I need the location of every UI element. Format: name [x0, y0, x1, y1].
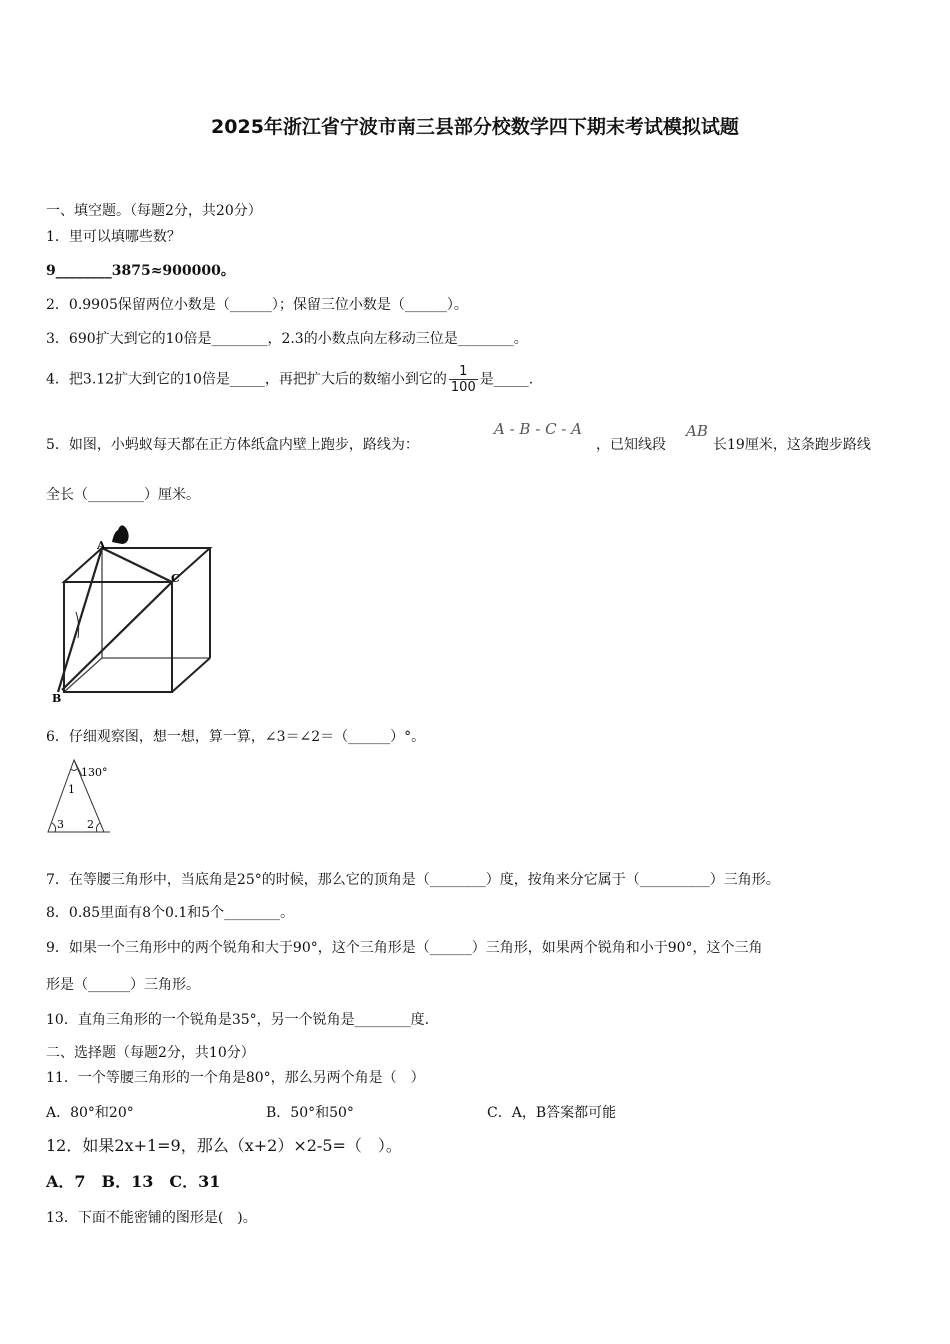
vertex-b-label: B — [52, 692, 62, 705]
question-12-options: A．7 B．13 C．31 — [46, 1172, 221, 1191]
question-5-tail: 长19厘米，这条跑步路线 — [713, 437, 871, 453]
section-1-heading: 一、填空题。（每题2分，共20分） — [46, 203, 262, 219]
section-2-heading: 二、选择题（每题2分，共10分） — [46, 1045, 255, 1061]
question-5-line-2: 全长（________）厘米。 — [46, 487, 200, 503]
question-9-line-1: 9．如果一个三角形中的两个锐角和大于90°，这个三角形是（______）三角形，如果两个锐角和小于90°，这个三角 — [46, 940, 763, 956]
question-11-option-b: B．50°和50° — [266, 1105, 354, 1121]
ant-icon — [112, 525, 129, 544]
question-4 — [46, 364, 533, 395]
question-11-option-c: C．A，B答案都可能 — [487, 1105, 617, 1121]
question-5-mid: ，已知线段 — [596, 437, 666, 453]
angle-3-label: 3 — [57, 818, 64, 831]
vertex-c-label: C — [171, 572, 180, 585]
question-12: 12．如果2x+1=9，那么（x+2）×2-5=（ ）。 — [46, 1136, 402, 1155]
question-11: 11．一个等腰三角形的一个角是80°，那么另两个角是（ ） — [46, 1070, 425, 1086]
question-11-option-a: A．80°和20° — [46, 1105, 134, 1121]
vertex-a-label: A — [97, 539, 106, 552]
question-2: 2．0.9905保留两位小数是（______）；保留三位小数是（______）。 — [46, 297, 468, 313]
question-1: 1．里可以填哪些数？ — [46, 229, 181, 245]
question-7: 7．在等腰三角形中，当底角是25°的时候，那么它的顶角是（________）度，按角来分它属于（__________）三角形。 — [46, 872, 780, 888]
route-formula: A - B - C - A — [494, 420, 582, 438]
angle-2-label: 2 — [87, 818, 94, 831]
question-5-text: 5．如图，小蚂蚁每天都在正方体纸盒内壁上跑步，路线为： — [46, 437, 419, 453]
question-4-text: 4．把3.12扩大到它的10倍是_____，再把扩大后的数缩小到它的 — [46, 371, 447, 388]
question-13: 13．下面不能密铺的图形是( )。 — [46, 1210, 257, 1226]
question-9-line-2: 形是（______）三角形。 — [46, 977, 200, 993]
angle-1-label: 1 — [68, 783, 75, 796]
question-3: 3．690扩大到它的10倍是________，2.3的小数点向左移动三位是________。 — [46, 331, 528, 347]
fraction-denominator: 100 — [450, 380, 476, 395]
question-6: 6．仔细观察图，想一想，算一算，∠3＝∠2＝（______）°。 — [46, 729, 426, 745]
fraction-numerator: 1 — [449, 364, 478, 380]
question-10: 10．直角三角形的一个锐角是35°，另一个锐角是________度. — [46, 1012, 430, 1028]
question-1-expression: 9________3875≈900000。 — [46, 263, 235, 279]
page-title: 2025年浙江省宁波市南三县部分校数学四下期末考试模拟试题 — [211, 116, 739, 138]
triangle-figure — [44, 756, 119, 836]
segment-formula: AB — [686, 422, 708, 440]
exterior-angle-label: 130° — [81, 766, 108, 779]
question-5 — [46, 435, 419, 455]
cube-figure — [46, 520, 216, 710]
fraction — [449, 364, 478, 395]
question-8: 8．0.85里面有8个0.1和5个________。 — [46, 905, 295, 921]
question-4-tail: 是_____. — [479, 371, 534, 388]
